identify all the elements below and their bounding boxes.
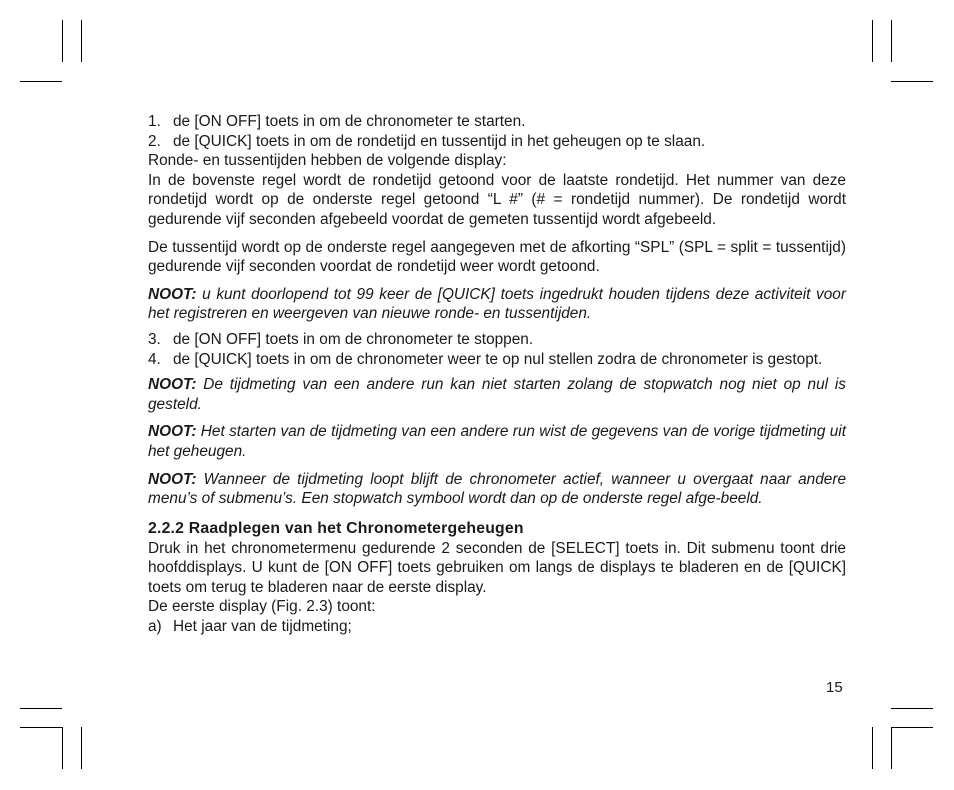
note-3	[148, 422, 846, 461]
paragraph-top-line: In de bovenste regel wordt de rondetijd getoond voor de laatste rondetijd. Het nummer van deze rondetijd wordt op de onderste regel getoond “L #” (# = rondetijd nummer). De rondetijd wordt gedurende vijf seconden afgebeeld voordat de gemeten tussentijd wordt afgebeeld.	[148, 171, 846, 228]
step-number: 1.	[148, 113, 161, 130]
crop-mark	[891, 81, 933, 82]
paragraph-display-intro: Ronde- en tussentijden hebben de volgende display:	[148, 152, 507, 170]
step-number: 2.	[148, 132, 161, 150]
crop-mark	[891, 20, 892, 62]
page-number: 15	[826, 679, 843, 696]
step-number: 4.	[148, 350, 161, 368]
note-text: u kunt doorlopend tot 99 keer de [QUICK] toets ingedrukt houden tijdens deze activiteit voor het registreren en weergeven van nieuwe ronde- en tussentijden.	[148, 285, 846, 323]
step-1	[148, 112, 846, 132]
step-3	[148, 330, 846, 350]
note-label: NOOT:	[148, 285, 197, 303]
item-label: a)	[148, 618, 162, 636]
note-text: Het starten van de tijdmeting van een andere run wist de gegevens van de vorige tijdmeting uit het geheugen.	[148, 423, 846, 460]
item-a	[148, 617, 846, 637]
note-1	[148, 285, 846, 324]
page-content	[148, 112, 846, 637]
crop-mark	[81, 727, 82, 769]
note-label: NOOT:	[148, 376, 197, 394]
paragraph-split-time: De tussentijd wordt op de onderste regel aangegeven met de afkorting “SPL” (SPL = split = tussentijd) gedurende vijf seconden voordat de rondetijd weer wordt getoond.	[148, 238, 846, 276]
crop-mark	[20, 708, 62, 709]
step-text: de [QUICK] toets in om de rondetijd en tussentijd in het geheugen op te slaan.	[173, 132, 706, 150]
crop-mark	[872, 727, 873, 769]
note-text: De tijdmeting van een andere run kan niet starten zolang de stopwatch nog niet op nul is gesteld.	[148, 376, 846, 413]
note-2	[148, 375, 846, 414]
item-text: Het jaar van de tijdmeting;	[173, 618, 352, 636]
step-number: 3.	[148, 330, 161, 348]
crop-mark	[20, 81, 62, 82]
crop-mark	[62, 20, 63, 62]
note-4	[148, 470, 846, 509]
note-text: Wanneer de tijdmeting loopt blijft de chronometer actief, wanneer u overgaat naar andere menu’s of submenu’s. Een stopwatch symbool wordt dan op de onderste regel afge-beeld.	[148, 470, 847, 508]
step-text: de [ON OFF] toets in om de chronometer te starten.	[173, 113, 526, 130]
crop-mark	[891, 727, 892, 769]
paragraph-first-display: De eerste display (Fig. 2.3) toont:	[148, 598, 376, 616]
crop-mark	[20, 727, 62, 728]
step-4	[148, 350, 846, 370]
crop-mark	[891, 727, 933, 728]
note-label: NOOT:	[148, 423, 197, 441]
crop-mark	[872, 20, 873, 62]
note-label: NOOT:	[148, 470, 197, 488]
step-2	[148, 132, 846, 152]
section-heading: 2.2.2 Raadplegen van het Chronometergeheugen	[148, 519, 524, 537]
crop-mark	[81, 20, 82, 62]
paragraph-memory: Druk in het chronometermenu gedurende 2 seconden de [SELECT] toets in. Dit submenu toont drie hoofddisplays. U kunt de [ON OFF] toets gebruiken om langs de displays te bladeren en de [QUICK] toets om terug te bladeren naar de eerste display.	[148, 539, 846, 596]
step-text: de [ON OFF] toets in om de chronometer te stoppen.	[173, 330, 534, 348]
step-text: de [QUICK] toets in om de chronometer weer te op nul stellen zodra de chronometer is gestopt.	[173, 350, 823, 368]
crop-mark	[891, 708, 933, 709]
crop-mark	[62, 727, 63, 769]
